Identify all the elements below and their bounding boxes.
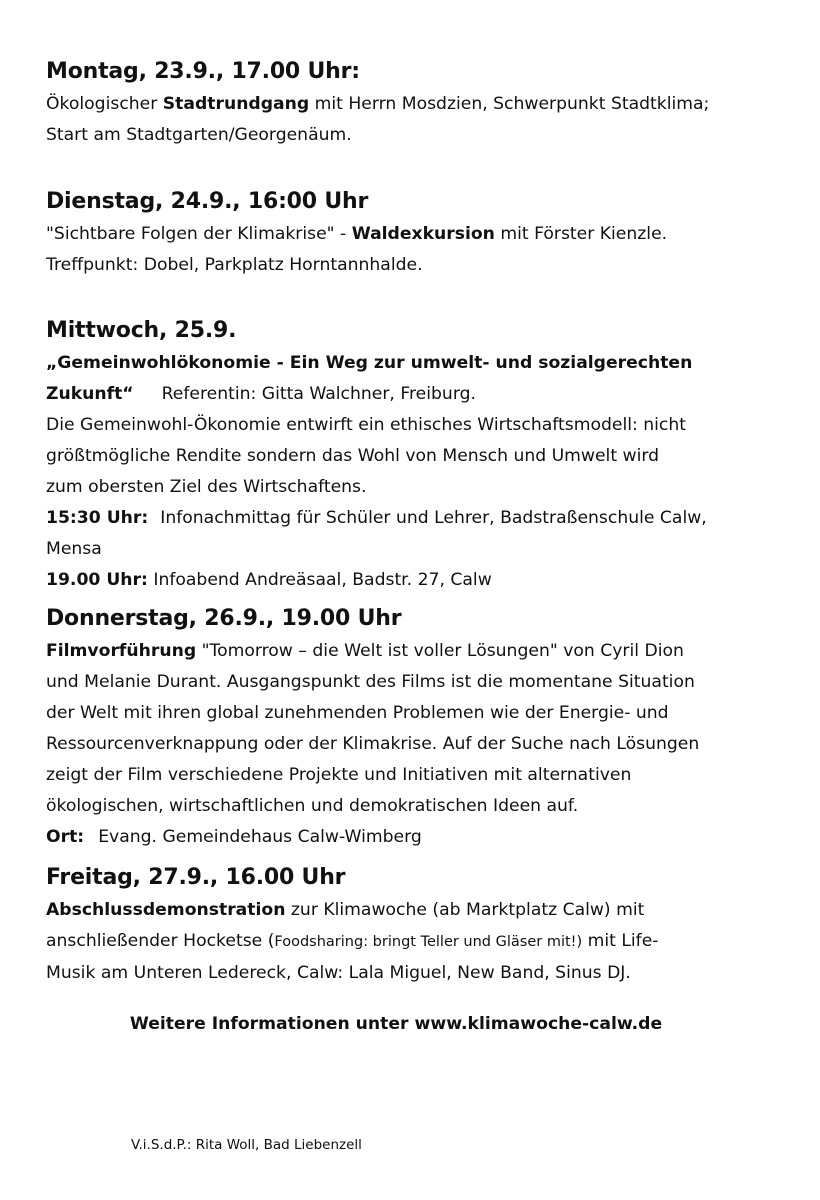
note-text: Foodsharing: bringt Teller und Gläser mit!) [274, 934, 583, 950]
event-heading: Montag, 23.9., 17.00 Uhr: [46, 59, 360, 84]
spacer [46, 596, 796, 604]
event-heading: Freitag, 27.9., 16.00 Uhr [46, 865, 346, 890]
event-location-line: Treffpunkt: Dobel, Parkplatz Horntannhalde. [46, 255, 423, 275]
spacer [46, 151, 796, 187]
event-title: Zukunft“ [46, 384, 134, 404]
text: mit Förster Kienzle. [494, 224, 668, 244]
event-description-line [46, 895, 796, 926]
time-text: Infonachmittag für Schüler und Lehrer, Badstraßenschule Calw, [160, 508, 707, 528]
imprint: V.i.S.d.P.: Rita Woll, Bad Liebenzell [131, 1137, 362, 1153]
event-heading: Dienstag, 24.9., 16:00 Uhr [46, 189, 369, 214]
event-description-line: Musik am Unteren Ledereck, Calw: Lala Miguel, New Band, Sinus DJ. [46, 963, 631, 983]
event-description-line [46, 219, 796, 250]
event-time-line: Mensa [46, 539, 102, 559]
text: Ökologischer [46, 94, 163, 114]
text: anschließender Hocketse ( [46, 931, 275, 951]
event-description-line: der Welt mit ihren global zunehmenden Problemen wie der Energie- und [46, 703, 669, 723]
event-title: Abschlussdemonstration [46, 900, 286, 920]
event-title: Filmvorführung [46, 641, 197, 661]
text: mit Life- [582, 931, 659, 951]
event-description-line: Ressourcenverknappung oder der Klimakrise. Auf der Suche nach Lösungen [46, 734, 700, 754]
event-title: „Gemeinwohlökonomie - Ein Weg zur umwelt- und sozialgerechten [46, 353, 693, 373]
text: "Sichtbare Folgen der Klimakrise" - [46, 224, 352, 244]
event-title-speaker-line [46, 379, 796, 410]
speaker-text: Referentin: Gitta Walchner, Freiburg. [161, 384, 476, 404]
spacer [46, 281, 796, 316]
event-time-line [46, 565, 796, 596]
event-description-line: und Melanie Durant. Ausgangspunkt des Films ist die momentane Situation [46, 672, 695, 692]
event-title: Stadtrundgang [162, 94, 310, 114]
event-tuesday [46, 187, 796, 281]
time-label: 19.00 Uhr: [46, 570, 148, 590]
event-program [46, 57, 796, 1039]
event-description-line: Die Gemeinwohl-Ökonomie entwirft ein ethisches Wirtschaftsmodell: nicht [46, 415, 686, 435]
location-text: Evang. Gemeindehaus Calw-Wimberg [98, 827, 422, 847]
time-text: Infoabend Andreäsaal, Badstr. 27, Calw [147, 570, 492, 590]
location-label: Ort: [46, 827, 85, 847]
spacer [46, 853, 796, 863]
event-description-line [46, 926, 796, 958]
event-thursday [46, 604, 796, 853]
text: zur Klimawoche (ab Marktplatz Calw) mit [285, 900, 645, 920]
event-friday [46, 863, 796, 989]
text: mit Herrn Mosdzien, Schwerpunkt Stadtklima; [309, 94, 710, 114]
event-monday [46, 57, 796, 151]
event-heading: Mittwoch, 25.9. [46, 318, 237, 343]
event-wednesday [46, 316, 796, 596]
event-description-line: größtmögliche Rendite sondern das Wohl von Mensch und Umwelt wird [46, 446, 660, 466]
event-description-line: zum obersten Ziel des Wirtschaftens. [46, 477, 367, 497]
event-time-line [46, 503, 796, 534]
event-description-line [46, 89, 796, 120]
event-description-line [46, 636, 796, 667]
text: "Tomorrow – die Welt ist voller Lösungen" von Cyril Dion [196, 641, 684, 661]
event-description-line: zeigt der Film verschiedene Projekte und Initiativen mit alternativen [46, 765, 632, 785]
event-location-line: Start am Stadtgarten/Georgenäum. [46, 125, 352, 145]
more-info-link-text: Weitere Informationen unter www.klimawoche-calw.de [129, 1014, 663, 1034]
event-heading: Donnerstag, 26.9., 19.00 Uhr [46, 606, 402, 631]
time-label: 15:30 Uhr: [46, 508, 149, 528]
event-description-line: ökologischen, wirtschaftlichen und demokratischen Ideen auf. [46, 796, 579, 816]
event-title: Waldexkursion [351, 224, 495, 244]
event-location-line [46, 822, 796, 853]
